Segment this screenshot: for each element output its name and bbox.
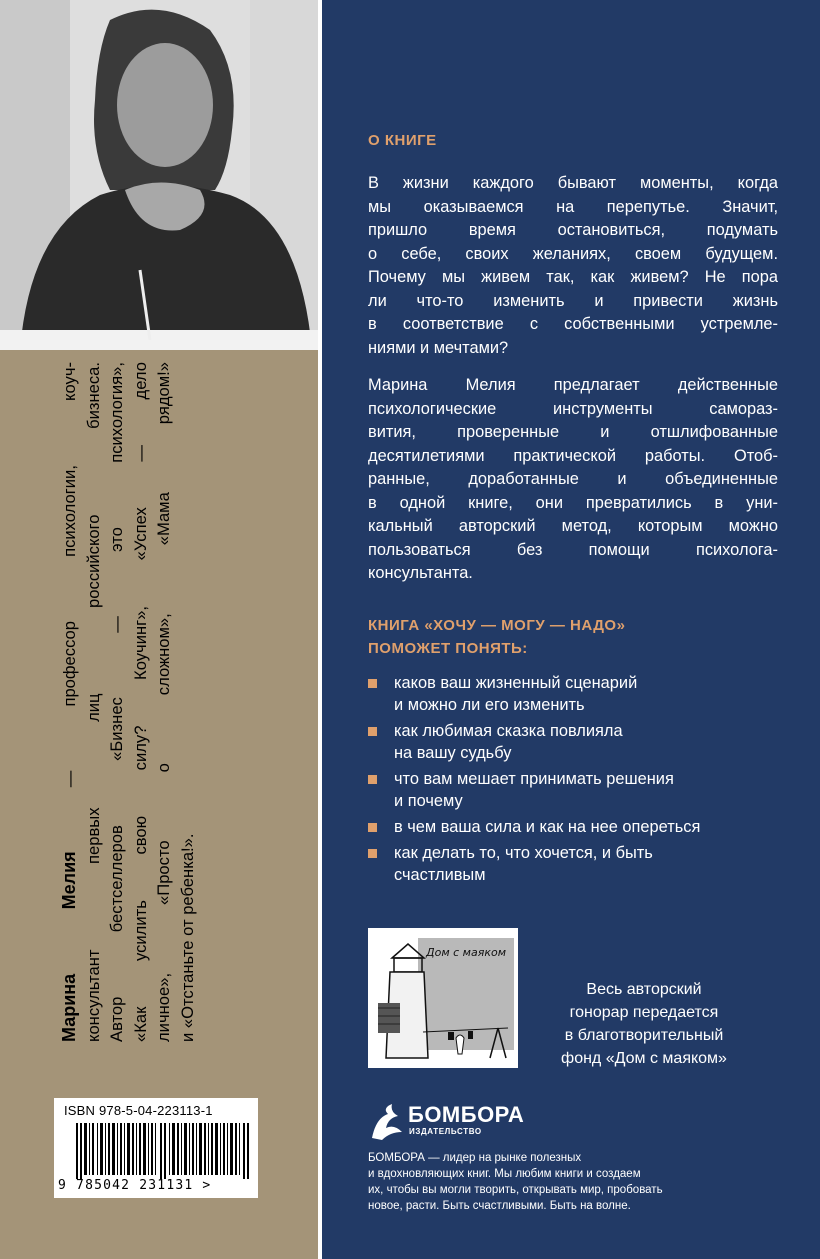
- text-line: десятилетиями практической работы. Отоб-: [368, 446, 778, 465]
- author-bio-line: консультант первых лиц российского бизнеса.: [83, 362, 103, 1042]
- publisher-sub: ИЗДАТЕЛЬСТВО: [409, 1127, 482, 1136]
- text-line: Весь авторский: [586, 981, 702, 998]
- text-line: Почему мы живем так, как живем? Не пора: [368, 268, 778, 286]
- text-line: пользоваться без помощи психолога-: [368, 540, 778, 559]
- donation-note: [544, 978, 744, 1070]
- lighthouse-drawing: [368, 928, 518, 1068]
- list-item: [368, 842, 778, 886]
- list-item-line: и почему: [394, 792, 463, 810]
- author-bio-line: и «Отстаньте от ребенка!».: [177, 833, 197, 1042]
- author-bio-line: личное», «Просто о сложном», «Мама рядом!»: [154, 362, 173, 1042]
- author-name: Марина Мелия: [59, 851, 79, 1042]
- list-item: [368, 768, 778, 812]
- barcode-bars: [76, 1123, 252, 1179]
- text-line: ли что-то изменить и привести жизнь: [368, 291, 778, 310]
- author-bio: [58, 362, 199, 1042]
- text-line: их, чтобы вы могли творить, открывать мир, пробовать: [368, 1184, 663, 1196]
- text-line: кальный авторский метод, которым можно: [368, 517, 778, 535]
- text-line: ниями и мечтами?: [368, 338, 509, 357]
- text-line: БОМБОРА — лидер на рынке полезных: [368, 1152, 582, 1164]
- text-line: ранные, доработанные и объединенные: [368, 470, 778, 488]
- text-line: новое, расти. Быть счастливыми. Быть на волне.: [368, 1200, 631, 1212]
- text-line: вития, проверенные и отшлифованные: [368, 423, 778, 441]
- author-bio-line: Автор бестселлеров «Бизнес — это психология»,: [107, 362, 126, 1042]
- wave-icon: [368, 1098, 406, 1142]
- list-item-line: как делать то, что хочется, и быть: [394, 844, 653, 862]
- heading-line: КНИГА «ХОЧУ — МОГУ — НАДО»: [368, 617, 626, 634]
- drawing-label: Дом с маяком: [426, 946, 506, 959]
- list-item-line: что вам мешает принимать решения: [394, 770, 674, 788]
- bullets-heading: [368, 614, 625, 660]
- list-item: [368, 672, 778, 716]
- text-line: в одной книге, они превратились в уни-: [368, 493, 778, 512]
- list-item-line: счастливым: [394, 866, 486, 884]
- list-item-line: как любимая сказка повлияла: [394, 722, 623, 740]
- about-paragraph-1: [368, 172, 778, 360]
- left-panel: [0, 0, 318, 1259]
- text-line: Марина Мелия предлагает действенные: [368, 376, 778, 394]
- text-line: в благотворительный: [564, 1027, 724, 1044]
- list-item: [368, 720, 778, 764]
- list-item-line: и можно ли его изменить: [394, 696, 585, 714]
- text-line: о себе, своих желаниях, своем будущем.: [368, 244, 778, 263]
- heading-line: ПОМОЖЕТ ПОНЯТЬ:: [368, 640, 528, 657]
- text-line: консультанта.: [368, 564, 473, 582]
- publisher-description: [368, 1150, 808, 1214]
- list-item-line: каков ваш жизненный сценарий: [394, 674, 638, 692]
- list-item-line: на вашу судьбу: [394, 744, 512, 762]
- bullet-square-icon: [368, 727, 377, 736]
- about-paragraph-2: [368, 374, 778, 586]
- publisher-logo: [368, 1098, 525, 1142]
- list-item: [368, 816, 778, 838]
- bullet-square-icon: [368, 679, 377, 688]
- text-line: психологические инструменты самораз-: [368, 399, 778, 418]
- text-line: гонорар передается: [569, 1004, 719, 1021]
- text-line: и вдохновляющих книг. Мы любим книги и создаем: [368, 1168, 641, 1180]
- author-photo: [0, 0, 318, 350]
- publisher-name: БОМБОРА: [408, 1102, 525, 1127]
- bullet-square-icon: [368, 775, 377, 784]
- barcode-digits: 9 785042 231131 >: [58, 1178, 212, 1193]
- bullet-square-icon: [368, 849, 377, 858]
- text-line: фонд «Дом с маяком»: [561, 1050, 727, 1067]
- right-panel: [322, 0, 820, 1259]
- bullet-list: [368, 672, 778, 890]
- bullet-square-icon: [368, 823, 377, 832]
- isbn-number: ISBN 978-5-04-223113-1: [64, 1103, 213, 1118]
- section-title: О КНИГЕ: [368, 132, 437, 149]
- barcode: [54, 1098, 258, 1198]
- list-item-line: в чем ваша сила и как на нее опереться: [394, 818, 701, 836]
- text-line: мы оказываемся на перепутье. Значит,: [368, 197, 778, 216]
- author-bio-line: — профессор психологии, коуч-: [60, 362, 79, 852]
- text-line: пришло время остановиться, подумать: [368, 221, 778, 239]
- text-line: В жизни каждого бывают моменты, когда: [368, 174, 778, 192]
- text-line: в соответствие с собственными устремле-: [368, 315, 778, 333]
- author-bio-line: «Как усилить свою силу? Коучинг», «Успех — дело: [130, 362, 150, 1042]
